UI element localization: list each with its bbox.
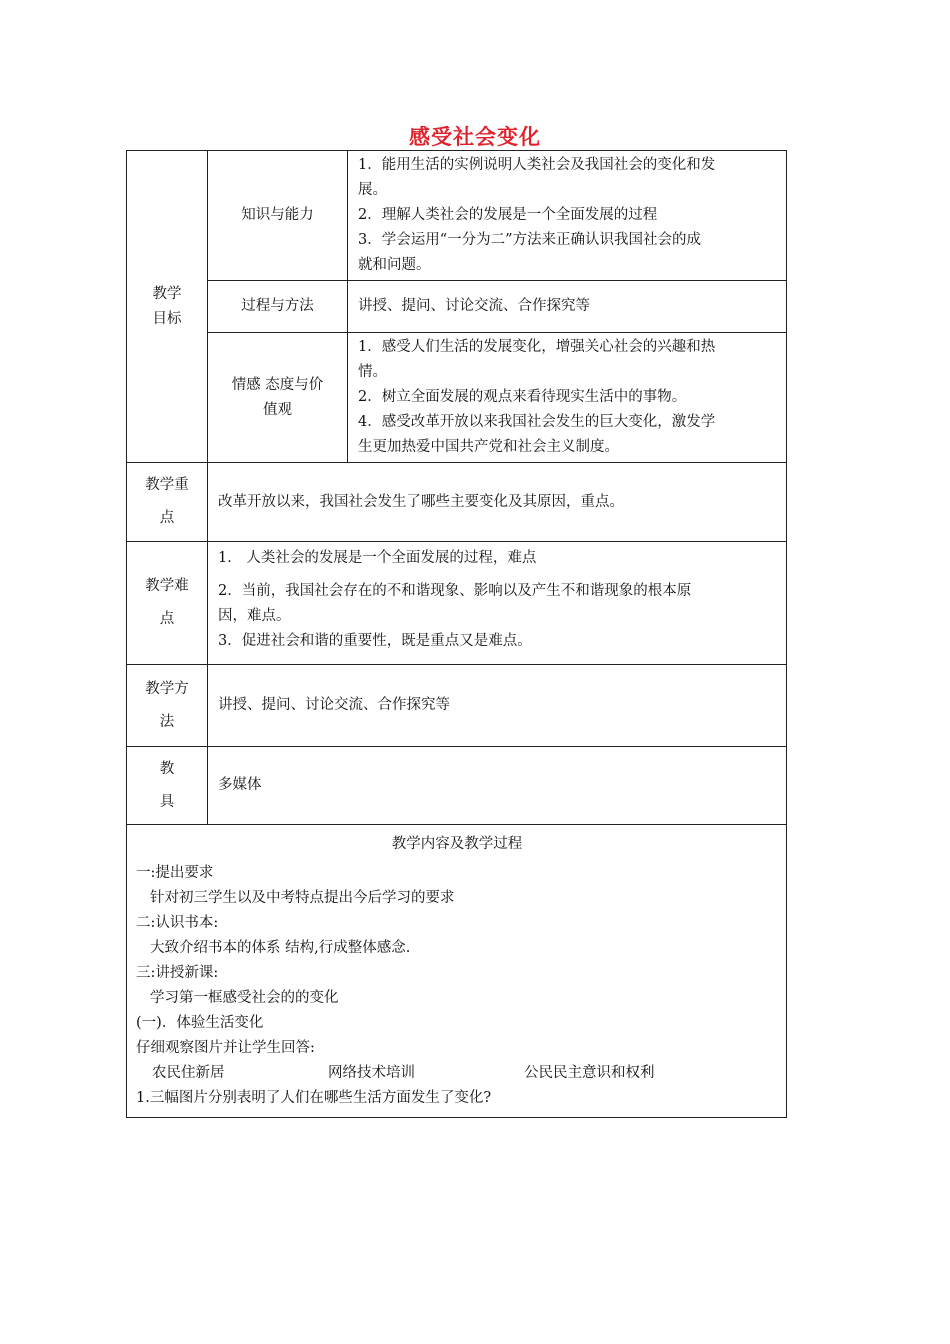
section-3-title: 三:讲授新课: xyxy=(136,965,219,981)
difficulties-row xyxy=(127,542,787,665)
methods-label: 教学方 法 xyxy=(127,665,208,747)
objective-category-emotion: 情感 态度与价 值观 xyxy=(208,333,348,463)
objective-row-knowledge xyxy=(127,151,787,281)
objective-content-knowledge: 1．能用生活的实例说明人类社会及我国社会的变化和发 展。 2．理解人类社会的发展是一个全面发展的过程 3．学会运用“一分为二”方法来正确认识我国社会的成 就和问题。 xyxy=(348,151,787,281)
objective-content-emotion: 1．感受人们生活的发展变化，增强关心社会的兴趣和热 情。 2．树立全面发展的观点来看待现实生活中的事物。 4．感受改革开放以来我国社会发生的巨大变化，激发学 生更加热爱中国共产党和社会主义制度。 xyxy=(348,333,787,463)
methods-row xyxy=(127,665,787,747)
key-points-row xyxy=(127,463,787,542)
key-points-label: 教学重 点 xyxy=(127,463,208,542)
process-row xyxy=(127,825,787,1118)
picture-caption: 公民民主意识和权利 xyxy=(524,1065,655,1081)
lesson-plan-table xyxy=(126,150,787,1118)
difficulties-content: 1． 人类社会的发展是一个全面发展的过程，难点 2．当前，我国社会存在的不和谐现象、影响以及产生不和谐现象的根本原 因，难点。 3．促进社会和谐的重要性，既是重点又是难点。 xyxy=(208,542,787,665)
section-3-text: 学习第一框感受社会的的变化 xyxy=(150,990,339,1006)
process-heading: 教学内容及教学过程 xyxy=(391,836,523,852)
section-2-title: 二:认识书本: xyxy=(136,915,219,931)
key-points-content: 改革开放以来，我国社会发生了哪些主要变化及其原因，重点。 xyxy=(208,463,787,542)
tools-row xyxy=(127,747,787,825)
picture-caption: 农民住新居 xyxy=(152,1065,225,1081)
objective-category-process: 过程与方法 xyxy=(208,281,348,333)
question-1: 1.三幅图片分别表明了人们在哪些生活方面发生了变化? xyxy=(136,1090,492,1106)
subsection-1-title: (一)．体验生活变化 xyxy=(136,1015,264,1031)
page-title: 感受社会变化 xyxy=(409,125,541,149)
observe-instruction: 仔细观察图片并让学生回答: xyxy=(136,1040,315,1056)
objective-content-process: 讲授、提问、讨论交流、合作探究等 xyxy=(348,281,787,333)
section-2-text: 大致介绍书本的体系 结构,行成整体感念. xyxy=(150,940,411,956)
picture-captions xyxy=(136,1061,778,1086)
tools-content: 多媒体 xyxy=(208,747,787,825)
section-1-title: 一:提出要求 xyxy=(136,865,214,881)
tools-label: 教 具 xyxy=(127,747,208,825)
section-1-text: 针对初三学生以及中考特点提出今后学习的要求 xyxy=(150,890,455,906)
objective-row-emotion xyxy=(127,333,787,463)
process-content xyxy=(127,825,787,1118)
difficulties-label: 教学难 点 xyxy=(127,542,208,665)
methods-content: 讲授、提问、讨论交流、合作探究等 xyxy=(208,665,787,747)
objective-row-process xyxy=(127,281,787,333)
objective-category-knowledge: 知识与能力 xyxy=(208,151,348,281)
objectives-label: 教学 目标 xyxy=(127,151,208,463)
picture-caption: 网络技术培训 xyxy=(328,1065,415,1081)
